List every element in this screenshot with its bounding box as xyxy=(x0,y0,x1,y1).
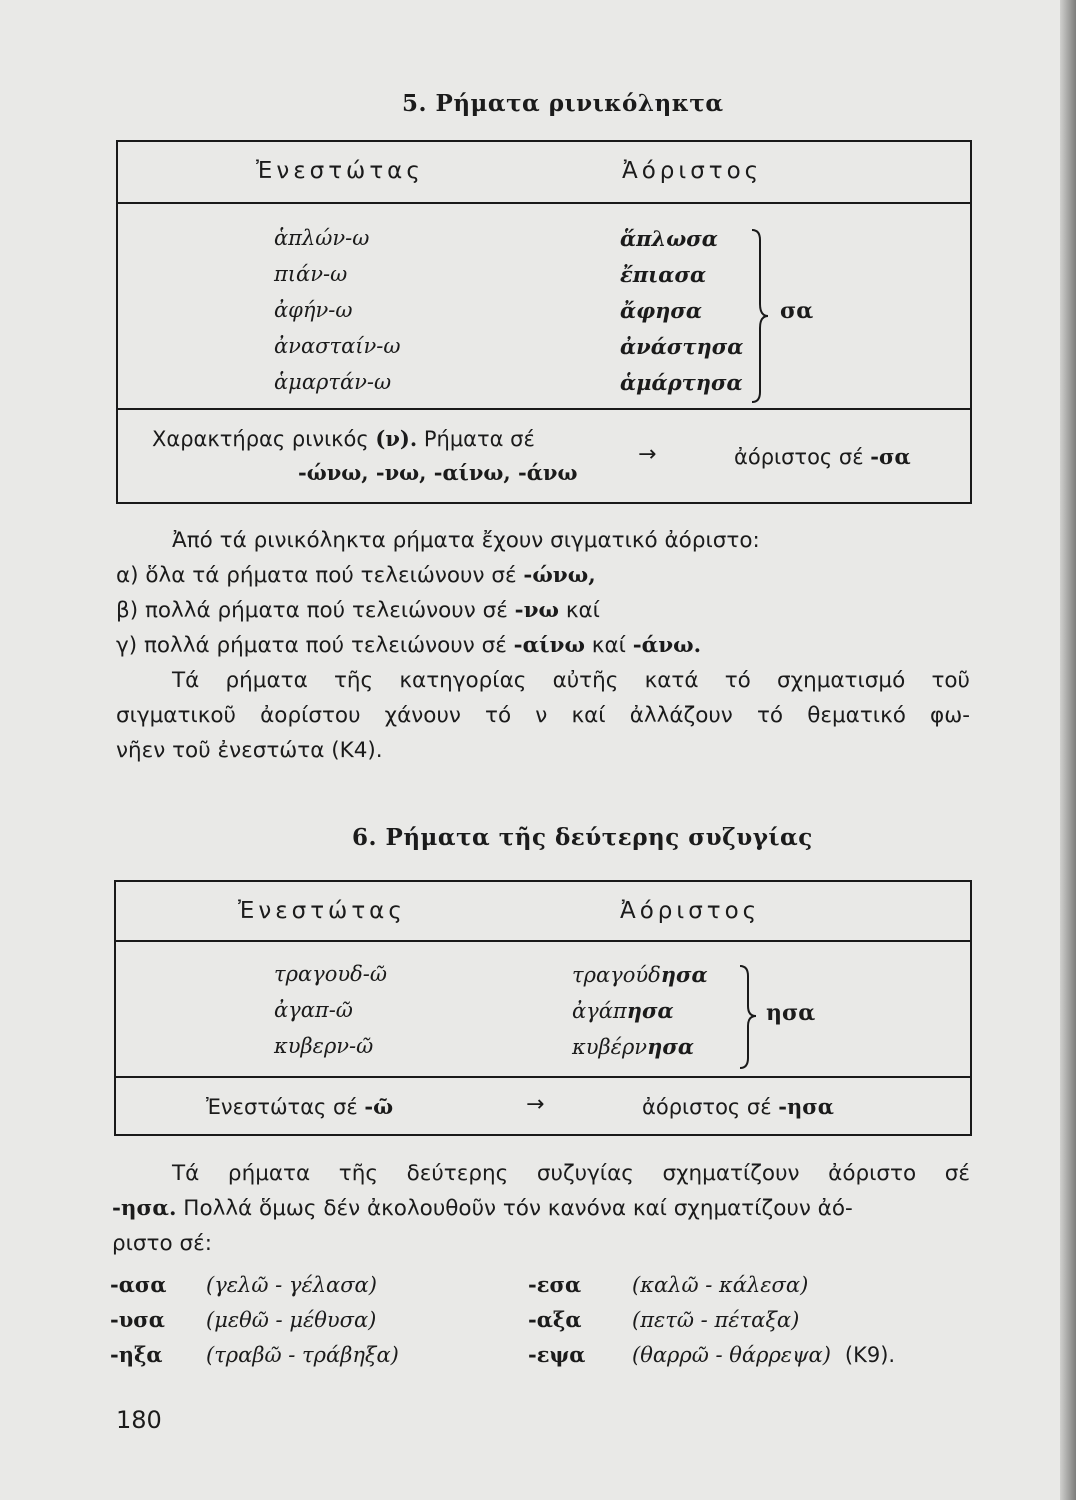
right-brace-icon xyxy=(750,228,770,404)
rule-line-2: -ώνω, -νω, -αίνω, -άνω xyxy=(298,460,578,485)
aorist-verb: ἔπιασα xyxy=(620,262,707,287)
present-verb: ἁμαρτάν-ω xyxy=(274,370,392,394)
para1-line: νῆεν τοῦ ἐνεστώτα (Κ4). xyxy=(116,738,383,763)
aorist-verb: τραγούδησα xyxy=(572,962,708,987)
table-nasal-verbs xyxy=(116,140,972,504)
page-number: 180 xyxy=(116,1406,162,1434)
aorist-verb: ἁμάρτησα xyxy=(620,370,743,395)
rule-divider xyxy=(118,408,970,410)
ending-row: -εσα (καλῶ - κάλεσα) xyxy=(528,1272,809,1297)
right-brace-icon xyxy=(738,964,758,1070)
present-verb: τραγουδ-ῶ xyxy=(274,962,387,986)
header-aorist: Ἀόριστος xyxy=(622,158,763,184)
rule-result: ἀόριστος σέ -σα xyxy=(734,444,911,469)
aorist-verb: ἀγάπησα xyxy=(572,998,674,1023)
aorist-suffix: ησα xyxy=(766,1000,816,1026)
header-present: Ἐνεστώτας xyxy=(238,898,406,924)
para1-line: σιγματικοῦ ἀορίστου χάνουν τό ν καί ἀλλάζουν τό θεματικό φω- xyxy=(116,703,970,728)
page-edge-shadow xyxy=(1060,0,1076,1500)
present-verb: ἀφήν-ω xyxy=(274,298,353,322)
arrow-icon: → xyxy=(638,442,657,467)
aorist-suffix: σα xyxy=(780,298,814,324)
header-divider xyxy=(116,940,970,942)
list-item-c: γ) πολλά ρήματα πού τελειώνουν σέ -αίνω καί -άνω. xyxy=(116,633,702,658)
aorist-verb: ἀνάστησα xyxy=(620,334,744,359)
aorist-verb: κυβέρνησα xyxy=(572,1034,694,1059)
list-item-b: β) πολλά ρήματα πού τελειώνουν σέ -νω καί xyxy=(116,598,600,623)
header-divider xyxy=(118,202,970,204)
section-5-title: 5. Ρήματα ρινικόληκτα xyxy=(402,90,724,117)
aorist-verb: ἅπλωσα xyxy=(620,226,718,251)
para2-line: ριστο σέ: xyxy=(112,1231,212,1256)
ending-row: -υσα (μεθῶ - μέθυσα) xyxy=(110,1307,377,1332)
table-second-conjugation xyxy=(114,880,972,1136)
para1-line: Τά ρήματα τῆς κατηγορίας αὐτῆς κατά τό σχηματισμό τοῦ xyxy=(172,668,970,693)
aorist-verb: ἄφησα xyxy=(620,298,703,323)
rule-line-1: Χαρακτήρας ρινικός (ν). Ρήματα σέ xyxy=(152,426,535,451)
section-6-title: 6. Ρήματα τῆς δεύτερης συζυγίας xyxy=(352,824,813,851)
ending-row: -αξα (πετῶ - πέταξα) xyxy=(528,1307,800,1332)
header-present: Ἐνεστώτας xyxy=(256,158,424,184)
present-verb: κυβερν-ῶ xyxy=(274,1034,374,1058)
para1-intro: Ἀπό τά ρινικόληκτα ρήματα ἔχουν σιγματικό ἀόριστο: xyxy=(172,528,760,553)
para2-line: -ησα. Πολλά ὅμως δέν ἀκολουθοῦν τόν κανόνα καί σχηματίζουν ἀό- xyxy=(112,1196,853,1221)
rule-divider xyxy=(116,1076,970,1078)
ending-row: -ηξα (τραβῶ - τράβηξα) xyxy=(110,1342,399,1367)
header-aorist: Ἀόριστος xyxy=(620,898,761,924)
present-verb: πιάν-ω xyxy=(274,262,348,286)
para2-line: Τά ρήματα τῆς δεύτερης συζυγίας σχηματίζουν ἀόριστο σέ xyxy=(172,1161,970,1186)
arrow-icon: → xyxy=(526,1092,545,1117)
list-item-a: α) ὅλα τά ρήματα πού τελειώνουν σέ -ώνω, xyxy=(116,563,596,588)
present-verb: ἁπλών-ω xyxy=(274,226,370,250)
ending-row: -εψα (θαρρῶ - θάρρεψα) (Κ9). xyxy=(528,1342,896,1367)
present-verb: ἀγαπ-ῶ xyxy=(274,998,353,1022)
ending-row: -ασα (γελῶ - γέλασα) xyxy=(110,1272,377,1297)
rule-left: Ἐνεστώτας σέ -ῶ xyxy=(206,1094,394,1119)
present-verb: ἀνασταίν-ω xyxy=(274,334,401,358)
rule-result: ἀόριστος σέ -ησα xyxy=(642,1094,834,1119)
